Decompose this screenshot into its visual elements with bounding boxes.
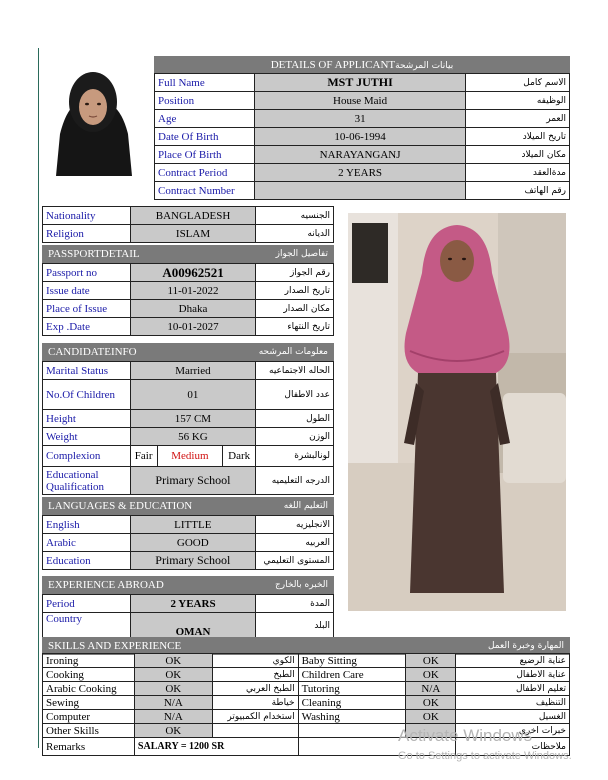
passport-passport-no-value: A00962521	[130, 264, 255, 282]
language-education-label-ar: المستوى التعليمي	[256, 552, 334, 570]
language-english-value: LITTLE	[130, 516, 255, 534]
applicant-contract-number-row	[155, 182, 570, 200]
skill-right-label: Children Care	[298, 668, 406, 682]
passport-passport-no-row	[43, 264, 334, 282]
remarks-value: SALARY = 1200 SR	[134, 738, 298, 756]
skill-left-value: OK	[134, 682, 212, 696]
children-label-ar: عدد الاطفال	[256, 380, 334, 410]
skill-left-value: N/A	[134, 696, 212, 710]
skill-left-label-ar: الطبخ العربي	[212, 682, 298, 696]
language-arabic-label: Arabic	[43, 534, 131, 552]
applicant-place-of-birth-label-ar: مكان الميلاد	[466, 146, 570, 164]
applicant-contract-period-label-ar: مدةالعقد	[466, 164, 570, 182]
passport-issue-date-label-ar: تاريخ الصدار	[256, 282, 334, 300]
skill-left-label: Arabic Cooking	[43, 682, 135, 696]
applicant-details-title: DETAILS OF APPLICANT	[270, 59, 396, 71]
height-row	[43, 410, 334, 428]
applicant-contract-period-value: 2 YEARS	[254, 164, 465, 182]
skill-right-value: OK	[406, 710, 456, 724]
passport-header	[42, 245, 334, 263]
children-row	[43, 380, 334, 410]
skills-title: SKILLS AND EXPERIENCE	[48, 640, 182, 652]
skills-row	[43, 654, 570, 668]
applicant-contract-number-label: Contract Number	[155, 182, 255, 200]
applicant-contract-number-value	[254, 182, 465, 200]
skill-right-label: Baby Sitting	[298, 654, 406, 668]
nationality-label-ar: الجنسيه	[256, 207, 334, 225]
passport-issue-date-label: Issue date	[43, 282, 131, 300]
skill-left-label-ar: خياطة	[212, 696, 298, 710]
skill-right-label-ar: الغسيل	[456, 710, 570, 724]
country-label-ar: البلد	[256, 613, 334, 639]
complexion-options	[130, 446, 256, 467]
education-row	[43, 467, 334, 495]
applicant-full-name-label: Full Name	[155, 74, 255, 92]
period-row	[43, 595, 334, 613]
skill-right-label-ar: خبرات اخرى	[456, 724, 570, 738]
education-value: Primary School	[130, 467, 256, 495]
passport-issue-date-value: 11-01-2022	[130, 282, 255, 300]
skills-row	[43, 696, 570, 710]
language-arabic-label-ar: العربيه	[256, 534, 334, 552]
skill-left-label: Computer	[43, 710, 135, 724]
skill-right-label: Tutoring	[298, 682, 406, 696]
remarks-label: Remarks	[43, 738, 135, 756]
skill-right-label-ar: عناية الرضيع	[456, 654, 570, 668]
education-label-ar: الدرجه التعليميه	[256, 467, 334, 495]
passport-title-ar: تفاصيل الجواز	[275, 249, 328, 259]
language-arabic-row	[43, 534, 334, 552]
skill-left-value: OK	[134, 654, 212, 668]
skill-right-label: Cleaning	[298, 696, 406, 710]
passport-exp-date-row	[43, 318, 334, 336]
skill-left-value: OK	[134, 724, 212, 738]
applicant-contract-period-label: Contract Period	[155, 164, 255, 182]
country-label: Country	[43, 613, 131, 639]
applicant-contract-number-label-ar: رقم الهاتف	[466, 182, 570, 200]
experience-table	[42, 594, 334, 639]
language-arabic-value: GOOD	[130, 534, 255, 552]
passport-place-of-issue-label: Place of Issue	[43, 300, 131, 318]
skills-row	[43, 710, 570, 724]
skill-right-label-ar: التنظيف	[456, 696, 570, 710]
passport-place-of-issue-value: Dhaka	[130, 300, 255, 318]
skills-row	[43, 668, 570, 682]
weight-label-ar: الوزن	[256, 428, 334, 446]
marital-row	[43, 362, 334, 380]
applicant-place-of-birth-row	[155, 146, 570, 164]
skill-left-label-ar	[212, 724, 298, 738]
passport-exp-date-value: 10-01-2027	[130, 318, 255, 336]
applicant-details-title-ar: بيانات المرشحة	[395, 61, 454, 71]
skill-right-value: OK	[406, 668, 456, 682]
skills-row	[43, 682, 570, 696]
skill-left-label: Other Skills	[43, 724, 135, 738]
skill-left-label-ar: استخدام الكمبيوتر	[212, 710, 298, 724]
passport-table	[42, 263, 334, 336]
skill-left-value: OK	[134, 668, 212, 682]
languages-title: LANGUAGES & EDUCATION	[48, 500, 193, 512]
activate-windows-subtitle: Go to Settings to activate Windows.	[398, 750, 572, 762]
applicant-age-row	[155, 110, 570, 128]
passport-passport-no-label: Passport no	[43, 264, 131, 282]
country-value: OMAN	[130, 613, 256, 639]
religion-label: Religion	[43, 225, 131, 243]
languages-title-ar: التعليم اللغه	[283, 501, 328, 511]
applicant-details-table	[154, 73, 570, 200]
nationality-row	[43, 207, 334, 225]
period-label-ar: المدة	[256, 595, 334, 613]
candidate-title: CANDIDATEINFO	[48, 346, 137, 358]
skill-left-value: N/A	[134, 710, 212, 724]
skill-right-label-ar: تعليم الاطفال	[456, 682, 570, 696]
height-value: 157 CM	[130, 410, 256, 428]
passport-place-of-issue-label-ar: مكان الصدار	[256, 300, 334, 318]
language-english-label-ar: الانجليزيه	[256, 516, 334, 534]
applicant-age-label-ar: العمر	[466, 110, 570, 128]
margin-line	[38, 48, 39, 748]
applicant-age-label: Age	[155, 110, 255, 128]
religion-row	[43, 225, 334, 243]
complexion-label-ar: لونالبشرة	[256, 446, 334, 467]
education-label: Educational Qualification	[43, 467, 131, 495]
skill-right-value: OK	[406, 696, 456, 710]
passport-exp-date-label: Exp .Date	[43, 318, 131, 336]
applicant-details-header	[154, 56, 570, 74]
passport-title: PASSPORTDETAIL	[48, 248, 140, 260]
weight-label: Weight	[43, 428, 131, 446]
applicant-date-of-birth-value: 10-06-1994	[254, 128, 465, 146]
period-value: 2 YEARS	[130, 595, 256, 613]
applicant-position-label: Position	[155, 92, 255, 110]
complexion-label: Complexion	[43, 446, 131, 467]
applicant-date-of-birth-row	[155, 128, 570, 146]
applicant-position-value: House Maid	[254, 92, 465, 110]
complexion-row	[43, 446, 334, 467]
skill-right-label: Washing	[298, 710, 406, 724]
height-label-ar: الطول	[256, 410, 334, 428]
period-label: Period	[43, 595, 131, 613]
height-label: Height	[43, 410, 131, 428]
language-english-label: English	[43, 516, 131, 534]
applicant-photo-small	[46, 64, 140, 176]
applicant-position-row	[155, 92, 570, 110]
applicant-full-name-label-ar: الاسم كامل	[466, 74, 570, 92]
religion-value: ISLAM	[130, 225, 256, 243]
complexion-dark: Dark	[228, 450, 251, 462]
candidate-title-ar: معلومات المرشحه	[258, 347, 328, 357]
complexion-medium: Medium	[158, 446, 224, 466]
weight-value: 56 KG	[130, 428, 256, 446]
languages-header	[42, 497, 334, 515]
skill-right-value: OK	[406, 654, 456, 668]
applicant-place-of-birth-value: NARAYANGANJ	[254, 146, 465, 164]
languages-table	[42, 515, 334, 570]
applicant-date-of-birth-label-ar: تاريخ الميلاد	[466, 128, 570, 146]
applicant-age-value: 31	[254, 110, 465, 128]
marital-label: Marital Status	[43, 362, 131, 380]
experience-title-ar: الخبره بالخارج	[274, 580, 328, 590]
marital-label-ar: الحاله الاجتماعيه	[256, 362, 334, 380]
nationality-value: BANGLADESH	[130, 207, 256, 225]
nationality-table	[42, 206, 334, 243]
skills-title-ar: المهارة وخبرة العمل	[487, 641, 564, 651]
complexion-fair: Fair	[131, 446, 158, 466]
applicant-contract-period-row	[155, 164, 570, 182]
remarks-label-ar: ملاحظات	[456, 738, 570, 756]
applicant-position-label-ar: الوظيفه	[466, 92, 570, 110]
skill-right-label-ar: عناية الاطفال	[456, 668, 570, 682]
children-value: 01	[130, 380, 256, 410]
skill-left-label: Cooking	[43, 668, 135, 682]
skill-right-label	[298, 724, 406, 738]
applicant-full-name-value: MST JUTHI	[254, 74, 465, 92]
skill-left-label: Ironing	[43, 654, 135, 668]
language-education-row	[43, 552, 334, 570]
applicant-full-name-row	[155, 74, 570, 92]
applicant-date-of-birth-label: Date Of Birth	[155, 128, 255, 146]
weight-row	[43, 428, 334, 446]
language-education-label: Education	[43, 552, 131, 570]
language-english-row	[43, 516, 334, 534]
marital-value: Married	[130, 362, 256, 380]
nationality-label: Nationality	[43, 207, 131, 225]
experience-title: EXPERIENCE ABROAD	[48, 579, 164, 591]
passport-place-of-issue-row	[43, 300, 334, 318]
skill-left-label-ar: الكوي	[212, 654, 298, 668]
applicant-place-of-birth-label: Place Of Birth	[155, 146, 255, 164]
experience-header	[42, 576, 334, 594]
religion-label-ar: الديانه	[256, 225, 334, 243]
skill-left-label-ar: الطبخ	[212, 668, 298, 682]
skill-right-value: N/A	[406, 682, 456, 696]
language-education-value: Primary School	[130, 552, 255, 570]
passport-passport-no-label-ar: رقم الجواز	[256, 264, 334, 282]
children-label: No.Of Children	[43, 380, 131, 410]
passport-exp-date-label-ar: تاريخ النتهاء	[256, 318, 334, 336]
skill-left-label: Sewing	[43, 696, 135, 710]
candidate-header	[42, 343, 334, 361]
passport-issue-date-row	[43, 282, 334, 300]
candidate-table	[42, 361, 334, 495]
activate-windows-title: Activate Windows	[398, 726, 533, 745]
applicant-photo-full	[348, 213, 566, 611]
country-row	[43, 613, 334, 639]
